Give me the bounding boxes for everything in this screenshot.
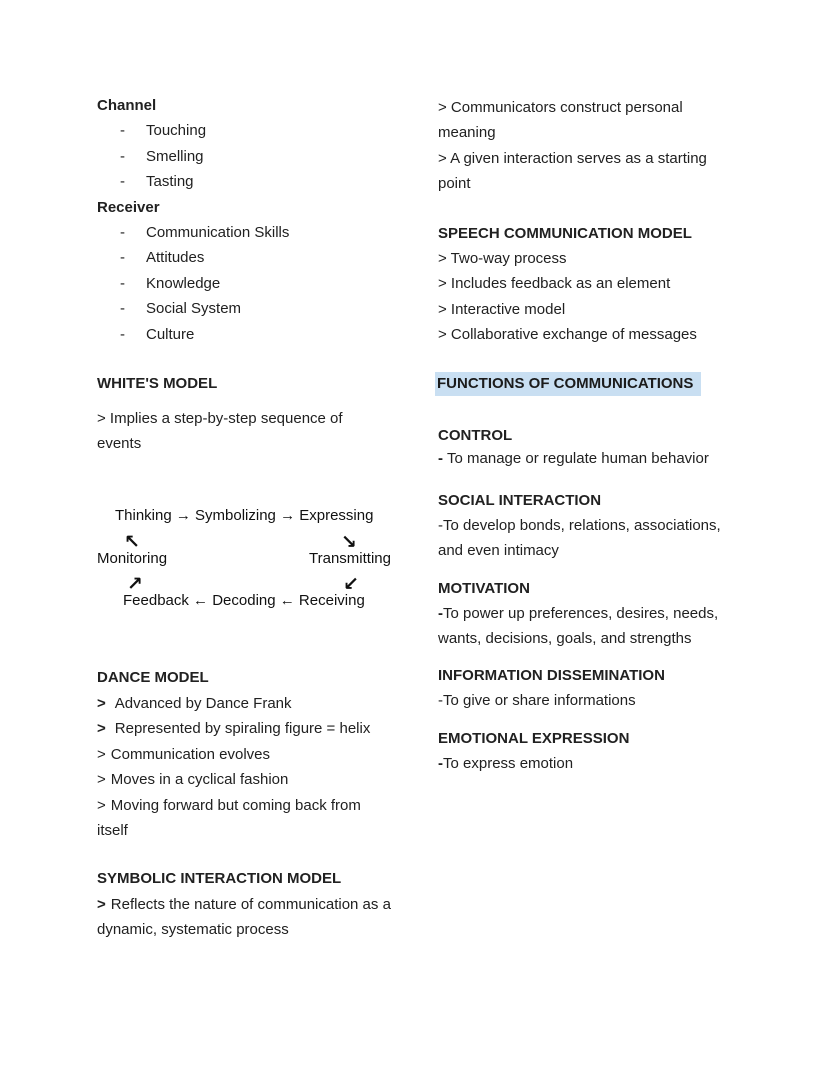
diagram-top-row: Thinking → Symbolizing → Expressing (115, 507, 374, 524)
receiver-item (97, 296, 417, 321)
item-marker: > (97, 896, 106, 913)
functions-title-highlighted: FUNCTIONS OF COMMUNICATIONS (435, 372, 701, 396)
intro-note: > Communicators construct personal meaning (438, 99, 683, 142)
bullet-dash: - (120, 224, 125, 242)
speech-model-item: > Collaborative exchange of messages (438, 326, 697, 344)
function-information-desc (438, 688, 636, 713)
receiver-item (97, 322, 417, 347)
dance-model-list (97, 691, 397, 843)
bullet-dash: - (120, 274, 125, 292)
receiver-item (97, 271, 417, 296)
bullet-dash: - (120, 122, 125, 140)
item-marker: > (97, 771, 106, 789)
dance-item-text: Advanced by Dance Frank (114, 695, 292, 712)
function-social-heading: SOCIAL INTERACTION (438, 492, 602, 509)
function-desc-text: To develop bonds, relations, associations, and even intimacy (438, 517, 721, 560)
dance-model-heading: DANCE MODEL (97, 669, 209, 686)
channel-item-label: Smelling (146, 147, 204, 165)
dance-model-item (97, 767, 397, 792)
receiver-item-label: Culture (146, 325, 195, 343)
function-desc-text: To give or share informations (443, 692, 636, 709)
function-social-desc (438, 513, 738, 564)
bullet-dash: - (120, 147, 125, 165)
bullet-dash: - (120, 300, 125, 318)
function-desc-text: To express emotion (443, 755, 574, 772)
item-marker: - (438, 755, 443, 772)
item-marker: > (97, 796, 106, 814)
receiver-item-label: Attitudes (146, 249, 205, 267)
diagram-monitoring-label: Monitoring (97, 550, 168, 567)
channel-item-label: Tasting (146, 173, 194, 191)
communication-cycle-diagram (97, 505, 397, 620)
dance-item-text: Represented by spiraling figure = helix (114, 720, 371, 738)
dance-model-item (97, 716, 397, 741)
speech-model-list (438, 246, 748, 348)
channel-heading: Channel (97, 97, 157, 114)
arrow-up-left-icon: ↖ (124, 531, 140, 553)
channel-item (97, 144, 417, 169)
intro-notes (438, 95, 728, 197)
channel-item-label: Touching (146, 122, 207, 140)
diagram-bottom-row: Feedback ← Decoding ← Receiving (123, 592, 365, 609)
function-desc-text: To power up preferences, desires, needs, wants, decisions, goals, and strengths (438, 605, 719, 648)
dance-model-item (97, 793, 369, 844)
dance-model-item (97, 691, 397, 716)
speech-model-heading: SPEECH COMMUNICATION MODEL (438, 225, 692, 242)
function-control-desc (438, 446, 709, 471)
item-marker: - (438, 605, 443, 622)
channel-item (97, 169, 417, 194)
dance-item-text: Moving forward but coming back from itself (97, 796, 361, 840)
symbolic-model-note (97, 892, 403, 943)
channel-item (97, 118, 417, 143)
symbolic-model-heading: SYMBOLIC INTERACTION MODEL (97, 870, 342, 887)
bullet-dash: - (120, 325, 125, 343)
item-marker: - (438, 450, 443, 467)
bullet-dash: - (120, 249, 125, 267)
speech-model-item: > Interactive model (438, 300, 566, 318)
receiver-item-label: Communication Skills (146, 224, 290, 242)
whites-model-heading: WHITE'S MODEL (97, 375, 218, 392)
receiver-item-label: Knowledge (146, 274, 221, 292)
arrow-down-left-icon: ↙ (343, 573, 359, 595)
speech-model-item: > Two-way process (438, 250, 567, 267)
arrow-down-right-icon: ↘ (341, 531, 357, 553)
receiver-item (97, 245, 417, 270)
dance-item-text: Moves in a cyclical fashion (110, 771, 289, 789)
item-marker: > (97, 745, 106, 763)
dance-model-item (97, 742, 397, 767)
item-marker: - (438, 517, 443, 534)
speech-model-item: > Includes feedback as an element (438, 275, 671, 293)
function-information-heading: INFORMATION DISSEMINATION (438, 667, 665, 684)
function-emotional-desc (438, 751, 573, 776)
item-marker: - (438, 692, 443, 709)
receiver-item (97, 220, 417, 245)
diagram-transmitting-label: Transmitting (309, 550, 391, 567)
function-motivation-heading: MOTIVATION (438, 580, 530, 597)
bullet-dash: - (120, 173, 125, 191)
symbolic-note-text: Reflects the nature of communication as a dynamic, systematic process (97, 896, 391, 939)
intro-note: > A given interaction serves as a starting point (438, 149, 707, 193)
function-desc-text: To manage or regulate human behavior (447, 450, 709, 467)
arrow-up-right-icon: ↗ (127, 573, 143, 595)
receiver-heading: Receiver (97, 198, 160, 216)
dance-item-text: Communication evolves (110, 745, 271, 763)
function-control-heading: CONTROL (438, 427, 513, 444)
item-marker: > (97, 720, 106, 738)
whites-model-note: > Implies a step-by-step sequence of events (97, 410, 343, 453)
function-motivation-desc (438, 601, 738, 652)
receiver-item-label: Social System (146, 300, 242, 318)
function-emotional-heading: EMOTIONAL EXPRESSION (438, 730, 630, 747)
sender-receiver-list (97, 93, 417, 347)
item-marker: > (97, 695, 106, 712)
